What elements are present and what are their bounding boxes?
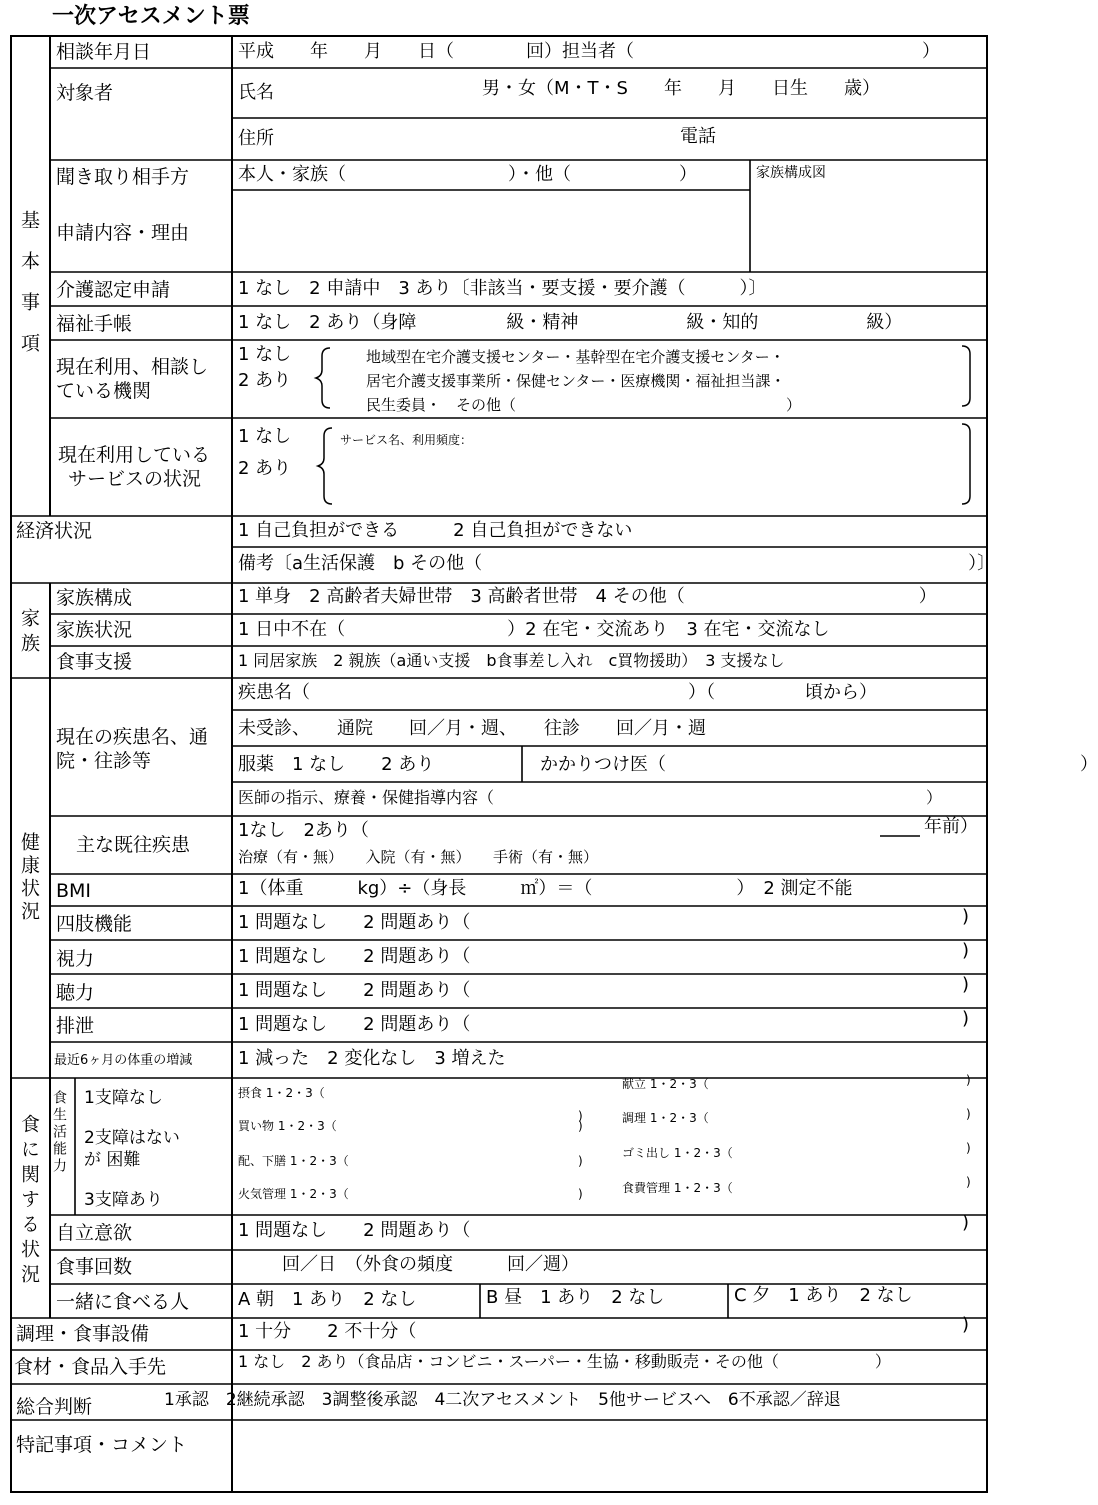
field-meal-support[interactable]: 1 同居家族 2 親族（a通い支援 b食事差し入れ c買物援助） 3 支援なし [238,651,785,670]
label-services-1: 現在利用している [58,444,211,466]
close-paren: ) [962,1008,970,1029]
label-bmi: BMI [56,880,92,902]
agencies-line1: 地域型在宅介護支援センター・基幹型在宅介護支援センター・ [366,348,785,366]
food-item-left-1[interactable]: 摂食 1・2・3（ [238,1086,325,1100]
label-independence: 自立意欲 [56,1222,133,1244]
food-close-right-1: ) [966,1073,971,1087]
food-ability-opt3[interactable]: 3支障あり [84,1190,163,1210]
field-medication[interactable]: 服薬 1 なし 2 あり [238,754,435,775]
food-close-left-2: ) [578,1119,583,1133]
food-ability-opt2a[interactable]: 2支障はない [84,1128,180,1148]
agencies-opt1[interactable]: 1 なし [238,344,292,365]
food-close-right-3: ) [966,1141,971,1155]
field-economy-2[interactable]: 備考〔a生活保護 b その他（ ）〕 [238,553,996,574]
label-care-cert: 介護認定申請 [56,279,171,301]
field-interviewee[interactable]: 本人・家族（ ）・他（ ） [238,164,697,185]
label-eat-with: 一緒に食べる人 [56,1291,190,1313]
label-agencies-2: ている機関 [56,380,152,402]
section-health: 健康状況 [18,832,40,924]
field-economy-1[interactable]: 1 自己負担ができる 2 自己負担ができない [238,520,633,541]
label-hearing: 聴力 [56,982,95,1004]
label-family-chart: 家族構成図 [756,165,826,181]
field-excretion[interactable]: 1 問題なし 2 問題あり（ [238,1014,471,1035]
food-item-left-2[interactable]: 買い物 1・2・3（ [238,1119,337,1133]
food-item-right-3[interactable]: ゴミ出し 1・2・3（ [622,1146,733,1160]
field-welfare-book[interactable]: 1 なし 2 あり（身障 級・精神 級・知的 級） [238,312,903,333]
label-notes: 特記事項・コメント [16,1434,188,1456]
field-eat-with-morning[interactable]: A 朝 1 あり 2 なし [238,1289,417,1310]
field-bmi[interactable]: 1（体重 kg）÷（身長 ㎡）＝（ ） 2 測定不能 [238,878,853,899]
label-kitchen: 調理・食事設備 [16,1323,150,1345]
agencies-line2: 居宅介護支援事業所・保健センター・医療機関・福祉担当課・ [366,372,786,390]
field-history-years[interactable]: 年前） [924,816,978,837]
field-instructions[interactable]: 医師の指示、療養・保健指導内容（ ） [238,788,943,807]
services-opt2[interactable]: 2 あり [238,458,292,479]
services-note: サービス名、利用頻度： [340,433,473,447]
field-sex-birth[interactable]: 男・女（M・T・S 年 月 日生 歳） [482,78,880,99]
label-history: 主な既往疾患 [76,834,191,856]
field-limbs[interactable]: 1 問題なし 2 問題あり（ [238,912,471,933]
agencies-opt2[interactable]: 2 あり [238,370,292,391]
label-meal-support: 食事支援 [56,651,133,673]
page-title: 一次アセスメント票 [52,4,250,29]
food-item-right-1[interactable]: 献立 1・2・3（ [622,1077,709,1091]
field-disease-name[interactable]: 疾患名（ ）（ 頃から） [238,682,877,703]
close-paren: ) [962,940,970,961]
field-consult-date[interactable]: 平成 年 月 日（ 回）担当者（ ） [238,41,940,62]
field-care-cert[interactable]: 1 なし 2 申請中 3 あり〔非該当・要支援・要介護（ ）〕 [238,278,767,299]
label-subject: 対象者 [56,82,114,104]
food-item-left-4[interactable]: 火気管理 1・2・3（ [238,1187,349,1201]
field-name[interactable]: 氏名 [238,82,274,103]
food-item-right-2[interactable]: 調理 1・2・3（ [622,1111,709,1125]
food-ability-opt1[interactable]: 1支障なし [84,1088,163,1108]
label-application: 申請内容・理由 [56,222,190,244]
field-family-doctor[interactable]: かかりつけ医（ ） [540,754,1098,775]
label-economy: 経済状況 [16,520,93,542]
field-judgment[interactable]: 1承認 2継続承認 3調整後承認 4二次アセスメント 5他サービスへ 6不承認／辞退 [164,1390,841,1410]
food-close-left-1: ) [578,1109,583,1123]
label-disease-1: 現在の疾患名、通 [56,726,209,748]
label-welfare-book: 福祉手帳 [56,313,133,335]
close-paren: ) [962,1212,970,1233]
label-excretion: 排泄 [56,1015,95,1037]
label-family-comp: 家族構成 [56,587,133,609]
label-consult-date: 相談年月日 [56,41,152,63]
close-paren: ) [962,906,970,927]
label-family-status: 家族状況 [56,619,133,641]
field-kitchen[interactable]: 1 十分 2 不十分（ [238,1321,417,1342]
food-close-left-3: ) [578,1154,583,1168]
section-basic: 基本事項 [18,210,40,374]
label-ingredients: 食材・食品入手先 [14,1356,167,1378]
field-ingredients[interactable]: 1 なし 2 あり（食品店・コンビニ・スーパー・生協・移動販売・その他（ ） [238,1352,891,1371]
field-family-comp[interactable]: 1 単身 2 高齢者夫婦世帯 3 高齢者世帯 4 その他（ ） [238,586,937,607]
label-vision: 視力 [56,948,95,970]
label-meal-count: 食事回数 [56,1256,133,1278]
section-family: 家族 [18,608,40,658]
food-close-right-4: ) [966,1175,971,1189]
food-ability-opt2b: が 困難 [84,1150,141,1170]
field-eat-with-evening[interactable]: C 夕 1 あり 2 なし [734,1285,913,1306]
label-weight: 最近6ヶ月の体重の増減 [54,1053,193,1068]
field-visit[interactable]: 未受診、 通院 回／月・週、 往診 回／月・週 [238,718,706,739]
food-item-left-3[interactable]: 配、下膳 1・2・3（ [238,1154,349,1168]
close-paren: ) [962,1314,970,1335]
section-food: 食に関する状況 [18,1114,40,1289]
field-history-1[interactable]: 1なし 2あり（ [238,820,369,841]
label-agencies-1: 現在利用、相談し [56,356,209,378]
label-limbs: 四肢機能 [56,913,133,935]
field-hearing[interactable]: 1 問題なし 2 問題あり（ [238,980,471,1001]
food-close-right-2: ) [966,1107,971,1121]
label-disease-2: 院・往診等 [56,750,152,772]
field-phone[interactable]: 電話 [680,126,716,147]
field-vision[interactable]: 1 問題なし 2 問題あり（ [238,946,471,967]
food-item-right-4[interactable]: 食費管理 1・2・3（ [622,1181,733,1195]
field-meal-count[interactable]: 回／日 （外食の頻度 回／週） [282,1254,579,1275]
label-judgment: 総合判断 [16,1396,93,1418]
field-weight[interactable]: 1 減った 2 変化なし 3 増えた [238,1048,506,1069]
label-food-ability: 食生活能力 [51,1090,67,1175]
field-address[interactable]: 住所 [238,128,274,149]
field-independence[interactable]: 1 問題なし 2 問題あり（ [238,1220,471,1241]
field-family-status[interactable]: 1 日中不在（ ）2 在宅・交流あり 3 在宅・交流なし [238,619,830,640]
close-paren: ) [962,974,970,995]
field-eat-with-noon[interactable]: B 昼 1 あり 2 なし [486,1287,665,1308]
services-opt1[interactable]: 1 なし [238,426,292,447]
food-close-left-4: ) [578,1187,583,1201]
label-services-2: サービスの状況 [68,468,202,490]
field-notes[interactable] [234,1422,986,1490]
field-history-2[interactable]: 治療（有・無） 入院（有・無） 手術（有・無） [238,848,599,866]
label-interviewee: 聞き取り相手方 [56,166,190,188]
agencies-line3: 民生委員・ その他（ ） [366,396,802,414]
